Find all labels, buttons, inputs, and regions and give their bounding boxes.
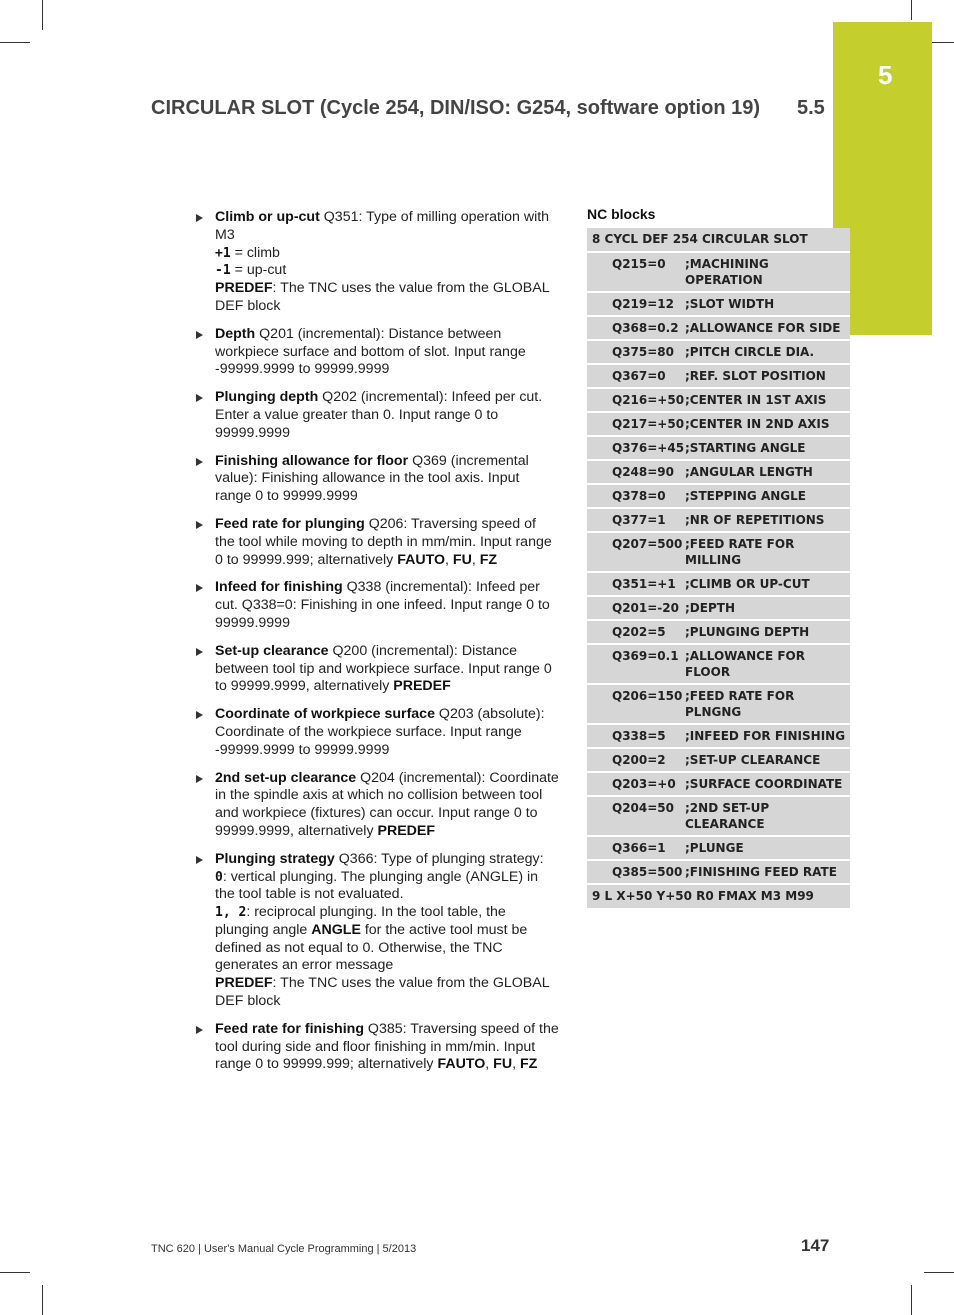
nc-parameter-code: Q351=+1 (612, 577, 676, 591)
nc-parameter-comment: ;REF. SLOT POSITION (685, 369, 826, 383)
bullet-arrow-icon (196, 584, 203, 592)
nc-parameter-row (587, 389, 850, 413)
crop-mark (924, 1272, 954, 1273)
parameter-keyword: ANGLE (311, 921, 361, 938)
parameter-text: , (512, 1056, 520, 1073)
nc-parameter-comment: ;FEED RATE FOR PLNGNG (685, 689, 795, 719)
nc-parameter-code: Q369=0.1 (612, 649, 679, 663)
nc-parameter-row (587, 621, 850, 645)
parameter-name: Feed rate for plunging (215, 515, 365, 532)
parameter-text: = climb (230, 244, 280, 261)
parameter-text: , (445, 551, 453, 568)
parameter-item (193, 453, 559, 506)
nc-parameter-comment: ;SURFACE COORDINATE (685, 777, 843, 791)
crop-mark (911, 1285, 912, 1315)
parameter-text: : vertical plunging. The plunging angle (ANGLE) in the tool table is not evaluated. (215, 868, 539, 903)
parameter-item (193, 706, 559, 759)
nc-blocks-title: NC blocks (587, 206, 656, 222)
parameter-text: Q202 (incremental): Infeed per cut. Enter a value greater than 0. Input range 0 to 99999.9999 (215, 389, 543, 441)
nc-parameter-code: Q201=-20 (612, 601, 679, 615)
nc-parameter-comment: ;MACHINING OPERATION (685, 257, 769, 287)
nc-parameter-row (587, 365, 850, 389)
nc-parameter-row (587, 597, 850, 621)
parameter-text: : The TNC uses the value from the GLOBAL DEF block (215, 280, 550, 314)
parameter-item (193, 643, 559, 696)
bullet-arrow-icon (196, 648, 203, 656)
parameter-name: Infeed for finishing (215, 579, 343, 596)
nc-parameter-code: Q215=0 (612, 257, 666, 271)
parameter-text: Q369 (incremental value): Finishing allowance in the tool axis. Input range 0 to 99999.9999 (215, 452, 529, 505)
parameter-keyword: PREDEF (393, 678, 451, 695)
nc-parameter-comment: ;STEPPING ANGLE (685, 489, 806, 503)
parameter-text: = up-cut (230, 262, 287, 279)
nc-parameter-comment: ;ALLOWANCE FOR SIDE (685, 321, 841, 335)
parameter-text: Q385: Traversing speed of the tool during side and floor finishing in mm/min. Input range 0 to 99999.999; alternatively (215, 1020, 559, 1073)
nc-parameter-code: Q200=2 (612, 753, 666, 767)
nc-parameter-code: Q216=+50 (612, 393, 685, 407)
bullet-arrow-icon (196, 1026, 203, 1034)
parameter-text: for the active tool must be defined as not equal to 0. Otherwise, the TNC generates an error message (215, 921, 528, 974)
parameter-list (193, 209, 559, 1084)
parameter-keyword: FZ (479, 551, 498, 568)
parameter-name: Depth (215, 325, 256, 342)
nc-parameter-code: Q217=+50 (612, 417, 685, 431)
page-title: CIRCULAR SLOT (Cycle 254, DIN/ISO: G254, software option 19) (151, 97, 761, 119)
bullet-arrow-icon (196, 775, 203, 783)
crop-mark (0, 1272, 30, 1273)
nc-parameter-comment: ;PITCH CIRCLE DIA. (685, 345, 815, 359)
nc-parameter-row (587, 861, 850, 885)
nc-parameter-code: Q376=+45 (612, 441, 685, 455)
nc-parameter-comment: ;PLUNGING DEPTH (685, 625, 810, 639)
parameter-text: , (485, 1056, 494, 1073)
parameter-item (193, 1021, 559, 1074)
parameter-text: Q366: Type of plunging strategy: (334, 850, 544, 867)
nc-parameter-row (587, 485, 850, 509)
nc-parameter-row (587, 533, 850, 573)
parameter-text: Q338 (incremental): Infeed per cut. Q338=0: Finishing in one infeed. Input range 0 to 99999.9999 (215, 579, 550, 631)
nc-parameter-row (587, 573, 850, 597)
parameter-option: 0 (215, 869, 223, 885)
parameter-name: Plunging strategy (215, 850, 335, 867)
section-number: 5.5 (797, 97, 825, 119)
nc-parameter-comment: ;CLIMB OR UP-CUT (685, 577, 810, 591)
nc-parameter-code: Q207=500 (612, 537, 683, 551)
nc-parameter-row (587, 253, 850, 293)
parameter-text: : reciprocal plunging. In the tool table, the plunging angle (215, 904, 506, 938)
nc-parameter-comment: ;FINISHING FEED RATE (685, 865, 837, 879)
parameter-item (193, 326, 559, 379)
nc-parameter-row (587, 773, 850, 797)
parameter-name: Set-up clearance (215, 642, 329, 659)
parameter-name: Coordinate of workpiece surface (215, 706, 435, 723)
bullet-arrow-icon (196, 394, 203, 402)
nc-parameter-code: Q338=5 (612, 729, 666, 743)
parameter-name: Feed rate for finishing (215, 1020, 364, 1037)
nc-parameter-row (587, 749, 850, 773)
nc-parameter-code: Q367=0 (612, 369, 666, 383)
nc-parameter-comment: ;CENTER IN 1ST AXIS (685, 393, 827, 407)
footer-text: TNC 620 | User's Manual Cycle Programming | 5/2013 (151, 1243, 417, 1255)
bullet-arrow-icon (196, 214, 203, 222)
parameter-name: Climb or up-cut (215, 209, 320, 225)
nc-parameter-row (587, 413, 850, 437)
parameter-item (193, 851, 559, 1011)
nc-parameter-comment: ;ANGULAR LENGTH (685, 465, 813, 479)
nc-parameter-comment: ;FEED RATE FOR MILLING (685, 537, 795, 567)
nc-parameter-code: Q203=+0 (612, 777, 676, 791)
bullet-arrow-icon (196, 458, 203, 466)
parameter-keyword: PREDEF (377, 822, 436, 839)
nc-parameter-row (587, 437, 850, 461)
parameter-text: Q203 (absolute): Coordinate of the workpiece surface. Input range -99999.9999 to 99999.9999 (215, 706, 545, 758)
parameter-option: PREDEF (215, 280, 273, 297)
parameter-text: Q206: Traversing speed of the tool while moving to depth in mm/min. Input range 0 to 99999.999; alternatively (215, 515, 552, 568)
parameter-name: Finishing allowance for floor (215, 452, 409, 469)
parameter-text: Q351: Type of milling operation with M3 (215, 209, 550, 243)
nc-parameter-code: Q219=12 (612, 297, 675, 311)
nc-parameter-code: Q202=5 (612, 625, 666, 639)
parameter-option: +1 (215, 245, 231, 261)
nc-parameter-row (587, 797, 850, 837)
parameter-item (193, 389, 559, 442)
nc-parameter-comment: ;SET-UP CLEARANCE (685, 753, 821, 767)
nc-parameter-comment: ;INFEED FOR FINISHING (685, 729, 846, 743)
crop-mark (42, 0, 43, 30)
nc-parameter-code: Q378=0 (612, 489, 666, 503)
parameter-item (193, 770, 559, 841)
nc-parameter-row (587, 685, 850, 725)
nc-blocks-table (587, 228, 850, 910)
parameter-option: PREDEF (215, 975, 273, 992)
nc-parameter-code: Q375=80 (612, 345, 675, 359)
nc-parameter-row (587, 837, 850, 861)
bullet-arrow-icon (196, 711, 203, 719)
parameter-keyword: FZ (519, 1056, 538, 1073)
parameter-name: Plunging depth (215, 389, 319, 406)
nc-parameter-comment: ;DEPTH (685, 601, 735, 615)
crop-mark (0, 42, 30, 43)
nc-parameter-code: Q248=90 (612, 465, 675, 479)
nc-parameter-code: Q377=1 (612, 513, 666, 527)
nc-parameter-comment: ;STARTING ANGLE (685, 441, 806, 455)
parameter-option: 1, 2 (215, 905, 247, 921)
nc-parameter-code: Q385=500 (612, 865, 683, 879)
nc-parameter-comment: ;PLUNGE (685, 841, 744, 855)
crop-mark (42, 1285, 43, 1315)
bullet-arrow-icon (196, 521, 203, 529)
nc-parameter-code: Q368=0.2 (612, 321, 679, 335)
nc-parameter-code: Q366=1 (612, 841, 666, 855)
nc-block-line: 9 L X+50 Y+50 R0 FMAX M3 M99 (587, 885, 850, 910)
parameter-text: : The TNC uses the value from the GLOBAL DEF block (215, 975, 550, 1010)
bullet-arrow-icon (196, 331, 203, 339)
chapter-number: 5 (878, 60, 893, 90)
nc-parameter-code: Q206=150 (612, 689, 683, 703)
parameter-name: 2nd set-up clearance (215, 769, 357, 786)
parameter-keyword: FAUTO (437, 1056, 486, 1073)
nc-parameter-row (587, 725, 850, 749)
nc-block-line: 8 CYCL DEF 254 CIRCULAR SLOT (587, 228, 850, 253)
parameter-keyword: FU (452, 551, 472, 568)
parameter-item (193, 579, 559, 632)
parameter-keyword: FAUTO (397, 551, 446, 568)
parameter-option: -1 (215, 263, 231, 279)
nc-parameter-row (587, 317, 850, 341)
parameter-text: Q204 (incremental): Coordinate in the spindle axis at which no collision between tool and workpiece (fixtures) can occur. Input range 0 to 99999.9999, alternatively (215, 769, 559, 839)
nc-parameter-comment: ;ALLOWANCE FOR FLOOR (685, 649, 805, 679)
nc-parameter-comment: ;CENTER IN 2ND AXIS (685, 417, 830, 431)
nc-parameter-row (587, 509, 850, 533)
parameter-text: , (471, 551, 480, 568)
parameter-text: Q201 (incremental): Distance between workpiece surface and bottom of slot. Input range -99999.9999 to 99999.9999 (215, 325, 526, 378)
nc-parameter-row (587, 341, 850, 365)
nc-parameter-comment: ;SLOT WIDTH (685, 297, 775, 311)
nc-parameter-row (587, 293, 850, 317)
parameter-item (193, 209, 559, 316)
nc-parameter-row (587, 461, 850, 485)
parameter-item (193, 516, 559, 569)
parameter-text: Q200 (incremental): Distance between tool tip and workpiece surface. Input range 0 to 99999.9999, alternatively (215, 642, 552, 695)
nc-parameter-row (587, 645, 850, 685)
nc-parameter-comment: ;NR OF REPETITIONS (685, 513, 825, 527)
parameter-keyword: FU (493, 1056, 513, 1073)
bullet-arrow-icon (196, 856, 203, 864)
nc-parameter-code: Q204=50 (612, 801, 675, 815)
crop-mark (911, 0, 912, 20)
page-number: 147 (801, 1236, 830, 1255)
nc-parameter-comment: ;2ND SET-UP CLEARANCE (685, 801, 770, 831)
